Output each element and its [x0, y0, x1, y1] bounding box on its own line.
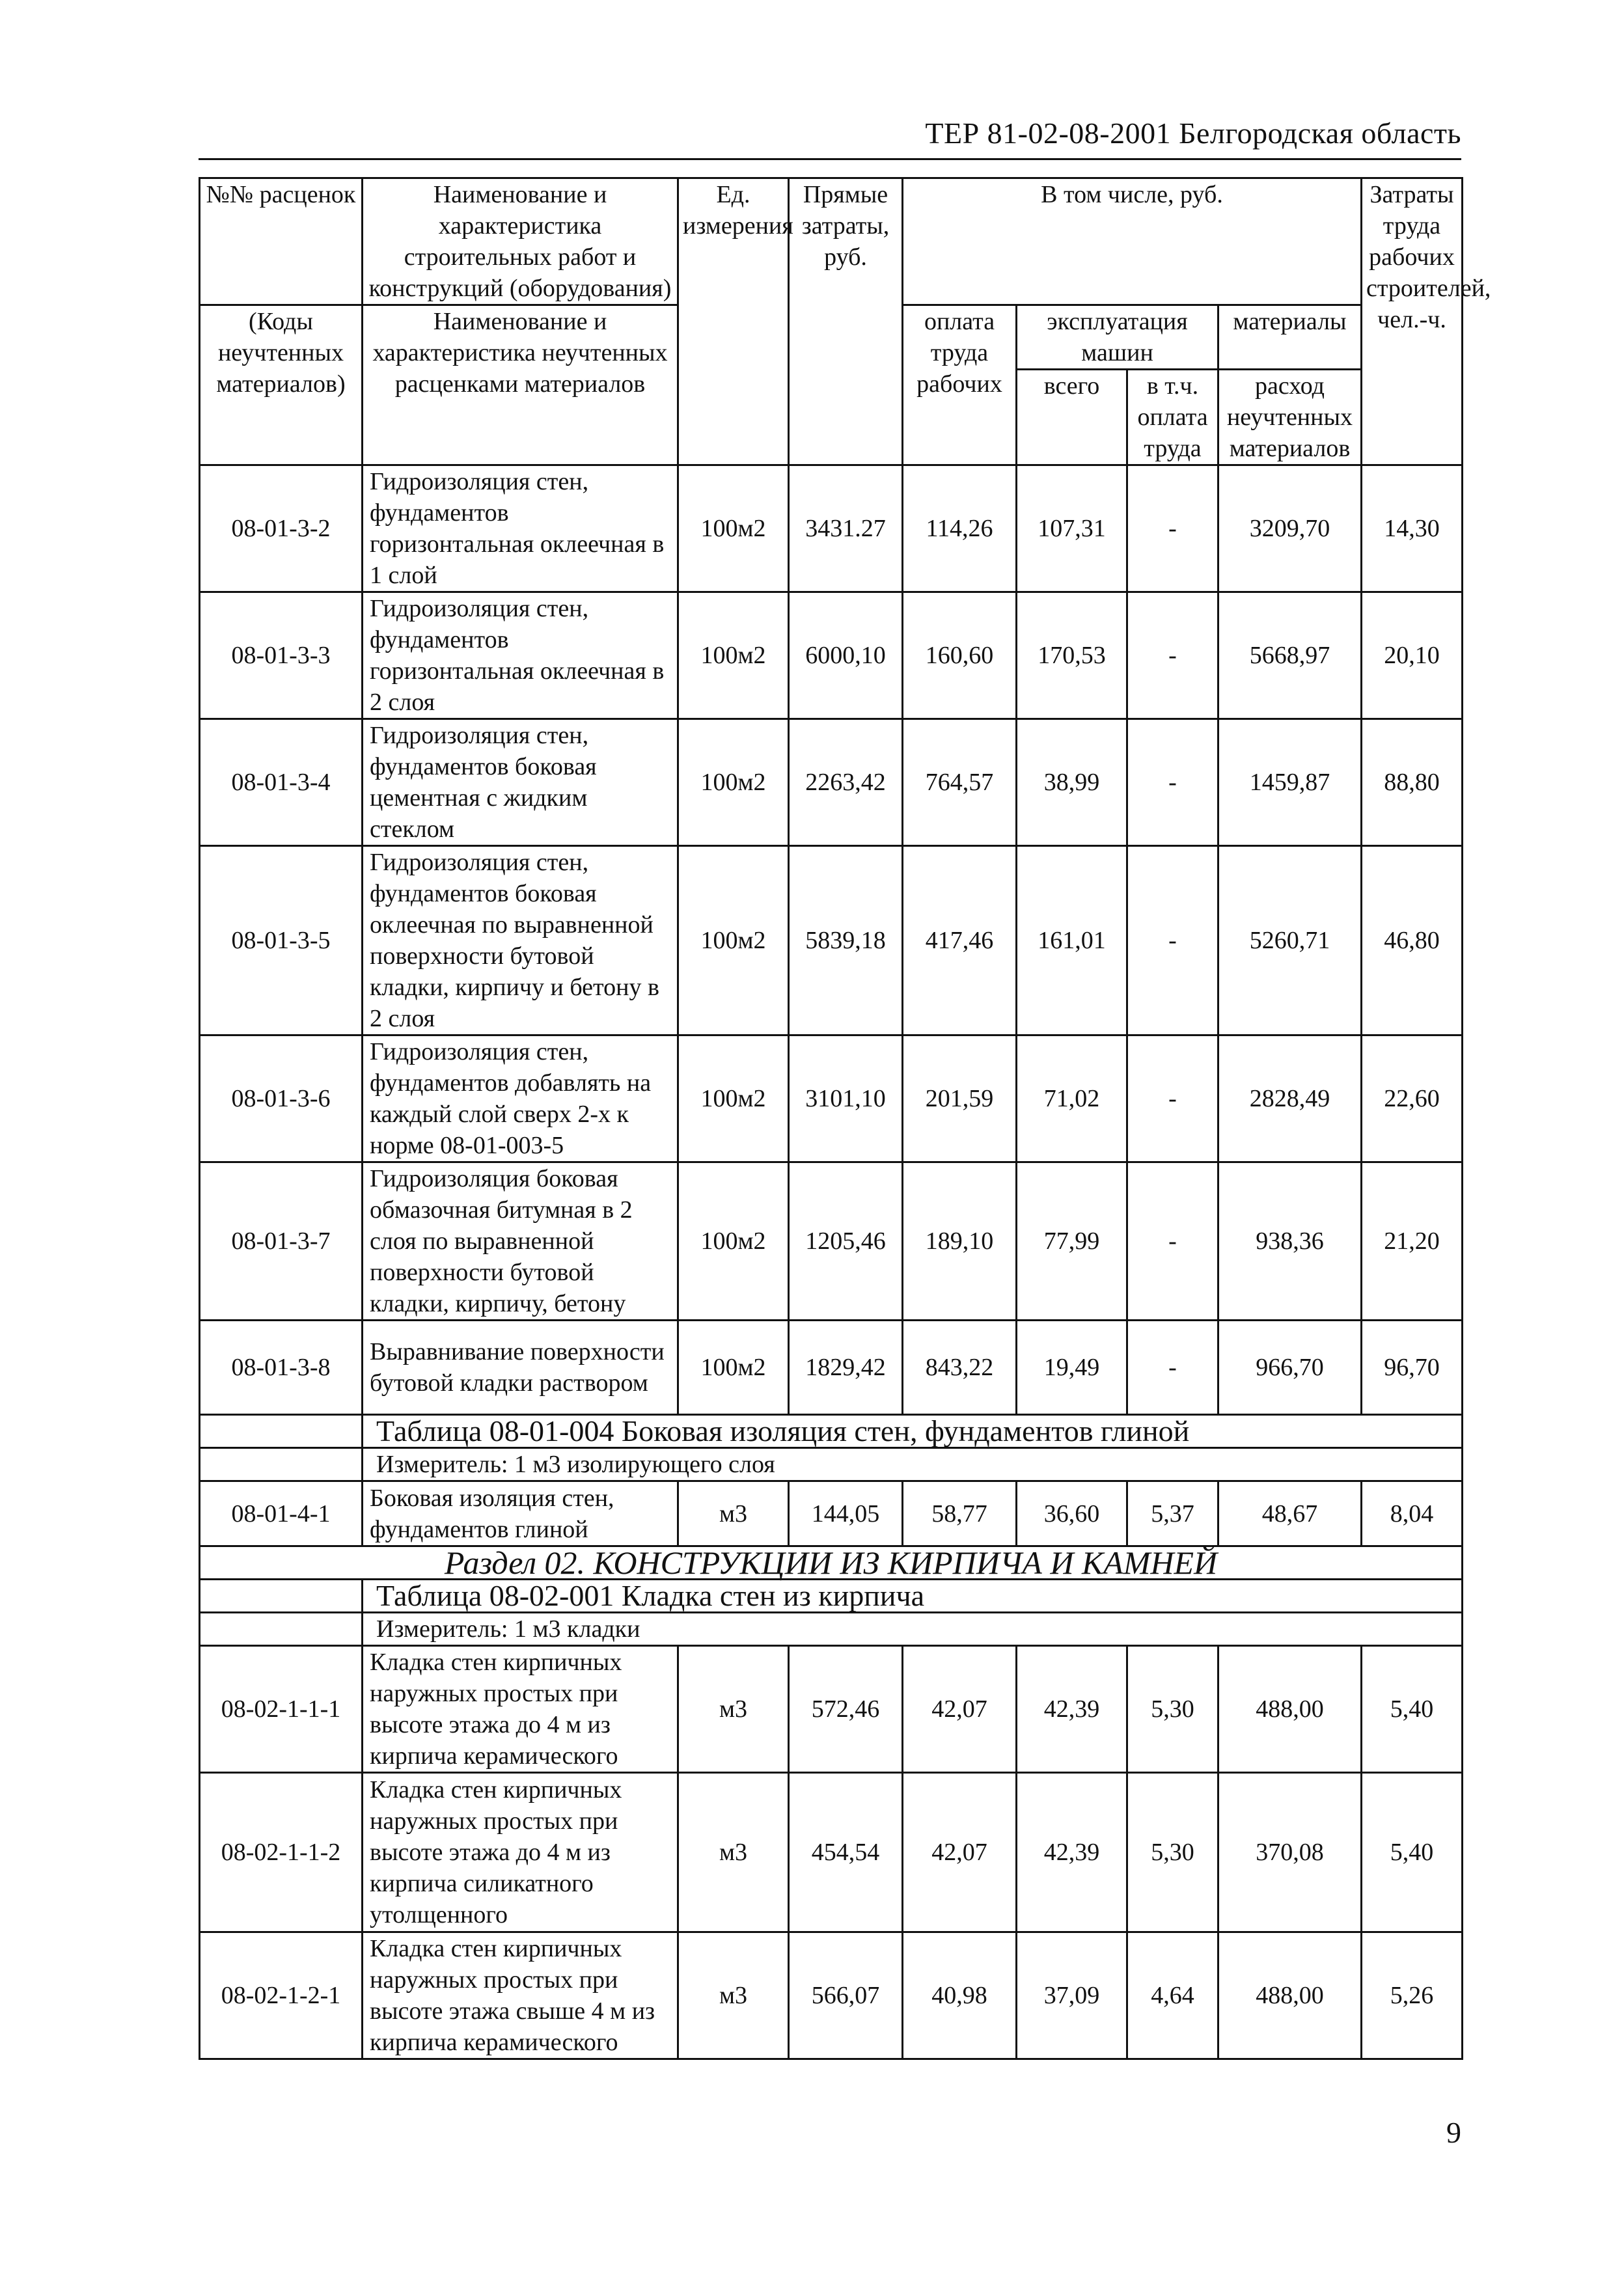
row-code: 08-01-3-6 [200, 1035, 363, 1162]
col-code-sub-header: (Коды неучтенных материалов) [200, 305, 363, 465]
row-hours: 5,40 [1362, 1773, 1463, 1932]
row-unit: м3 [678, 1646, 789, 1773]
section-title: Раздел 02. КОНСТРУКЦИИ ИЗ КИРПИЧА И КАМНЕЙ [200, 1546, 1463, 1580]
col-machines-total-header: всего [1017, 370, 1127, 465]
row-machines: 38,99 [1017, 719, 1127, 846]
table-row [200, 592, 1463, 719]
row-machines-labor: - [1127, 1321, 1218, 1415]
row-code: 08-01-3-4 [200, 719, 363, 846]
row-hours: 8,04 [1362, 1481, 1463, 1546]
row-materials: 370,08 [1218, 1773, 1362, 1932]
table-measure: Измеритель: 1 м3 кладки [363, 1613, 1463, 1646]
spacer-cell [200, 1415, 363, 1448]
row-code: 08-02-1-2-1 [200, 1932, 363, 2059]
row-materials: 48,67 [1218, 1481, 1362, 1546]
row-labor: 42,07 [903, 1646, 1017, 1773]
row-materials: 5260,71 [1218, 846, 1362, 1035]
row-hours: 5,40 [1362, 1646, 1463, 1773]
table-row [200, 846, 1463, 1035]
row-name: Выравнивание поверхности бутовой кладки раствором [363, 1321, 678, 1415]
row-name: Гидроизоляция стен, фундаментов добавлять на каждый слой сверх 2-х к норме 08-01-003-5 [363, 1035, 678, 1162]
col-machines-labor-header: в т.ч. оплата труда [1127, 370, 1218, 465]
row-materials: 1459,87 [1218, 719, 1362, 846]
col-code-header: №№ расценок [200, 178, 363, 305]
page-header-title: ТЕР 81-02-08-2001 Белгородская область [925, 117, 1461, 150]
col-materials-unaccounted-header: расход неучтенных материалов [1218, 370, 1362, 465]
row-labor: 189,10 [903, 1162, 1017, 1321]
row-hours: 96,70 [1362, 1321, 1463, 1415]
row-name: Гидроизоляция стен, фундаментов горизонтальная оклеечная в 2 слоя [363, 592, 678, 719]
row-labor: 201,59 [903, 1035, 1017, 1162]
table-row [200, 1162, 1463, 1321]
row-hours: 88,80 [1362, 719, 1463, 846]
row-name: Кладка стен кирпичных наружных простых при высоте этажа до 4 м из кирпича силикатного утолщенного [363, 1773, 678, 1932]
col-machines-header: эксплуатация машин [1017, 305, 1218, 370]
row-machines: 107,31 [1017, 465, 1127, 592]
row-direct: 566,07 [789, 1932, 903, 2059]
row-machines-labor: - [1127, 465, 1218, 592]
row-hours: 22,60 [1362, 1035, 1463, 1162]
row-hours: 21,20 [1362, 1162, 1463, 1321]
row-direct: 454,54 [789, 1773, 903, 1932]
row-unit: 100м2 [678, 592, 789, 719]
col-hours-header: Затраты труда рабочих строителей, чел.-ч. [1362, 178, 1463, 465]
row-direct: 1205,46 [789, 1162, 903, 1321]
table-row [200, 465, 1463, 592]
row-materials: 3209,70 [1218, 465, 1362, 592]
row-materials: 5668,97 [1218, 592, 1362, 719]
measure-row [200, 1448, 1463, 1481]
row-unit: м3 [678, 1932, 789, 2059]
row-unit: 100м2 [678, 719, 789, 846]
row-code: 08-01-4-1 [200, 1481, 363, 1546]
table-row [200, 719, 1463, 846]
row-machines: 42,39 [1017, 1773, 1127, 1932]
row-direct: 6000,10 [789, 592, 903, 719]
col-name-sub-header: Наименование и характеристика неучтенных расценками материалов [363, 305, 678, 465]
row-machines-labor: - [1127, 846, 1218, 1035]
row-machines-labor: 4,64 [1127, 1932, 1218, 2059]
row-direct: 572,46 [789, 1646, 903, 1773]
row-name: Боковая изоляция стен, фундаментов глиной [363, 1481, 678, 1546]
row-machines: 170,53 [1017, 592, 1127, 719]
spacer-cell [200, 1613, 363, 1646]
row-machines-labor: 5,30 [1127, 1646, 1218, 1773]
row-labor: 160,60 [903, 592, 1017, 719]
row-labor: 42,07 [903, 1773, 1017, 1932]
section-row [200, 1546, 1463, 1580]
row-machines: 42,39 [1017, 1646, 1127, 1773]
row-materials: 966,70 [1218, 1321, 1362, 1415]
row-code: 08-02-1-1-2 [200, 1773, 363, 1932]
row-direct: 1829,42 [789, 1321, 903, 1415]
row-machines: 161,01 [1017, 846, 1127, 1035]
row-name: Гидроизоляция боковая обмазочная битумная в 2 слоя по выравненной поверхности бутовой кладки, кирпичу, бетону [363, 1162, 678, 1321]
row-hours: 14,30 [1362, 465, 1463, 592]
col-labor-header: оплата труда рабочих [903, 305, 1017, 465]
row-direct: 2263,42 [789, 719, 903, 846]
table-row [200, 1773, 1463, 1932]
row-direct: 5839,18 [789, 846, 903, 1035]
row-unit: м3 [678, 1773, 789, 1932]
row-machines-labor: - [1127, 1035, 1218, 1162]
table-title: Таблица 08-01-004 Боковая изоляция стен, фундаментов глиной [363, 1415, 1463, 1448]
rates-table [199, 177, 1491, 2060]
table-row [200, 1646, 1463, 1773]
row-name: Кладка стен кирпичных наружных простых при высоте этажа до 4 м из кирпича керамического [363, 1646, 678, 1773]
row-code: 08-01-3-7 [200, 1162, 363, 1321]
col-name-header: Наименование и характеристика строительных работ и конструкций (оборудования) [363, 178, 678, 305]
row-unit: м3 [678, 1481, 789, 1546]
row-name: Кладка стен кирпичных наружных простых при высоте этажа свыше 4 м из кирпича керамического [363, 1932, 678, 2059]
page-number: 9 [1446, 2116, 1461, 2149]
row-materials: 488,00 [1218, 1646, 1362, 1773]
col-direct-header: Прямые затраты, руб. [789, 178, 903, 465]
row-machines-labor: 5,30 [1127, 1773, 1218, 1932]
row-name: Гидроизоляция стен, фундаментов боковая цементная с жидким стеклом [363, 719, 678, 846]
row-labor: 40,98 [903, 1932, 1017, 2059]
row-hours: 46,80 [1362, 846, 1463, 1035]
spacer-cell [200, 1448, 363, 1481]
row-labor: 58,77 [903, 1481, 1017, 1546]
table-title-row [200, 1415, 1463, 1448]
row-machines: 71,02 [1017, 1035, 1127, 1162]
spacer-cell [200, 1580, 363, 1613]
row-labor: 417,46 [903, 846, 1017, 1035]
table-row [200, 1932, 1463, 2059]
row-name: Гидроизоляция стен, фундаментов горизонтальная оклеечная в 1 слой [363, 465, 678, 592]
row-name: Гидроизоляция стен, фундаментов боковая оклеечная по выравненной поверхности бутовой кладки, кирпичу и бетону в 2 слоя [363, 846, 678, 1035]
row-labor: 764,57 [903, 719, 1017, 846]
row-machines: 77,99 [1017, 1162, 1127, 1321]
row-unit: 100м2 [678, 465, 789, 592]
col-materials-header: материалы [1218, 305, 1362, 370]
row-machines-labor: - [1127, 719, 1218, 846]
row-direct: 3101,10 [789, 1035, 903, 1162]
row-materials: 2828,49 [1218, 1035, 1362, 1162]
col-incl-header: В том числе, руб. [903, 178, 1362, 305]
row-unit: 100м2 [678, 1321, 789, 1415]
row-hours: 5,26 [1362, 1932, 1463, 2059]
row-materials: 938,36 [1218, 1162, 1362, 1321]
header-row-1 [200, 178, 1463, 305]
table-title: Таблица 08-02-001 Кладка стен из кирпича [363, 1580, 1463, 1613]
row-machines-labor: 5,37 [1127, 1481, 1218, 1546]
row-code: 08-01-3-5 [200, 846, 363, 1035]
row-labor: 114,26 [903, 465, 1017, 592]
table-measure: Измеритель: 1 м3 изолирующего слоя [363, 1448, 1463, 1481]
row-code: 08-01-3-2 [200, 465, 363, 592]
row-labor: 843,22 [903, 1321, 1017, 1415]
row-code: 08-01-3-3 [200, 592, 363, 719]
header-rule [199, 158, 1461, 160]
row-materials: 488,00 [1218, 1932, 1362, 2059]
row-code: 08-01-3-8 [200, 1321, 363, 1415]
col-unit-header: Ед. измерения [678, 178, 789, 465]
row-machines: 19,49 [1017, 1321, 1127, 1415]
row-direct: 144,05 [789, 1481, 903, 1546]
row-machines-labor: - [1127, 592, 1218, 719]
row-unit: 100м2 [678, 1035, 789, 1162]
row-machines: 37,09 [1017, 1932, 1127, 2059]
table-row [200, 1321, 1463, 1415]
table-row [200, 1481, 1463, 1546]
row-unit: 100м2 [678, 846, 789, 1035]
row-machines: 36,60 [1017, 1481, 1127, 1546]
table-row [200, 1035, 1463, 1162]
row-unit: 100м2 [678, 1162, 789, 1321]
measure-row [200, 1613, 1463, 1646]
table-title-row [200, 1580, 1463, 1613]
row-direct: 3431.27 [789, 465, 903, 592]
row-code: 08-02-1-1-1 [200, 1646, 363, 1773]
row-hours: 20,10 [1362, 592, 1463, 719]
row-machines-labor: - [1127, 1162, 1218, 1321]
